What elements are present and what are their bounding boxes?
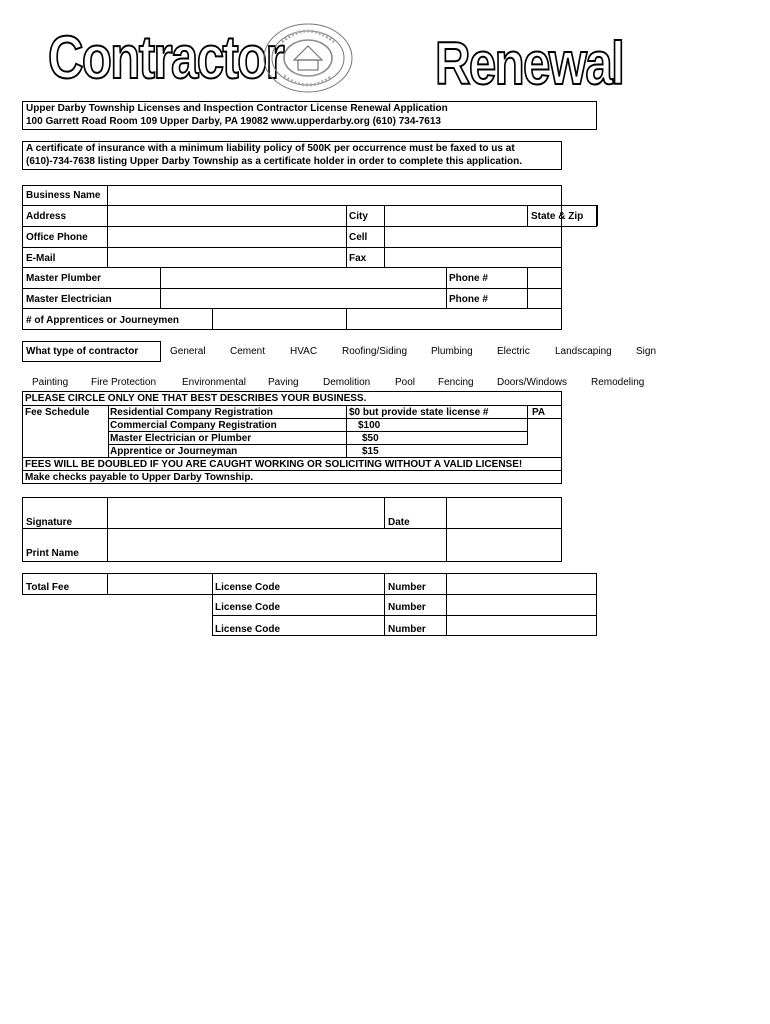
plumber-phone-input[interactable] — [529, 269, 560, 287]
fax-input[interactable] — [386, 249, 560, 266]
license-code-label-2: License Code — [215, 602, 281, 613]
type-demolition[interactable]: Demolition — [323, 377, 371, 388]
title-renewal: Renewal — [435, 30, 624, 97]
number-label-3: Number — [388, 624, 426, 635]
signature-label: Signature — [26, 517, 73, 528]
header-line2: 100 Garrett Road Room 109 Upper Darby, PA 19082 www.upperdarby.org (610) 734-7613 — [26, 116, 441, 127]
number-label-2: Number — [388, 602, 426, 613]
phone2-label: Phone # — [449, 294, 488, 305]
total-fee-input[interactable] — [109, 575, 211, 593]
type-cement[interactable]: Cement — [230, 346, 266, 357]
fee-item-commercial: Commercial Company Registration — [110, 420, 277, 431]
state-zip-label: State & Zip — [531, 211, 584, 222]
address-input[interactable] — [109, 207, 345, 225]
address-label: Address — [26, 211, 67, 222]
date-label: Date — [388, 517, 410, 528]
print-name-label: Print Name — [26, 548, 79, 559]
city-label: City — [349, 211, 368, 222]
type-plumbing[interactable]: Plumbing — [431, 346, 473, 357]
fee-price-apprentice: $15 — [362, 446, 379, 457]
type-painting[interactable]: Painting — [32, 377, 69, 388]
email-input[interactable] — [109, 249, 345, 266]
fee-warning: FEES WILL BE DOUBLED IF YOU ARE CAUGHT WORKING OR SOLICITING WITHOUT A VALID LICENSE! — [25, 459, 523, 470]
type-doors-windows[interactable]: Doors/Windows — [497, 377, 568, 388]
type-pool[interactable]: Pool — [395, 377, 416, 388]
type-fire-protection[interactable]: Fire Protection — [91, 377, 157, 388]
office-phone-label: Office Phone — [26, 232, 88, 243]
fax-label: Fax — [349, 253, 367, 264]
license-number-input-2[interactable] — [448, 596, 595, 614]
type-roofing-siding[interactable]: Roofing/Siding — [342, 346, 408, 357]
type-fencing[interactable]: Fencing — [438, 377, 474, 388]
date-input[interactable] — [448, 499, 560, 527]
cell-input[interactable] — [386, 228, 560, 246]
title-contractor: Contractor — [48, 24, 284, 91]
master-plumber-input[interactable] — [162, 269, 445, 287]
township-seal-icon — [262, 22, 354, 94]
email-label: E-Mail — [26, 253, 56, 264]
apprentices-label: # of Apprentices or Journeymen — [26, 315, 179, 326]
business-name-label: Business Name — [26, 190, 101, 201]
print-name-input[interactable] — [109, 530, 445, 561]
business-name-input[interactable] — [109, 187, 559, 204]
apprentices-input[interactable] — [214, 310, 345, 329]
fee-price-residential: $0 but provide state license # — [349, 407, 489, 418]
type-paving[interactable]: Paving — [268, 377, 299, 388]
circle-note: PLEASE CIRCLE ONLY ONE THAT BEST DESCRIBES YOUR BUSINESS. — [25, 393, 367, 404]
type-remodeling[interactable]: Remodeling — [591, 377, 645, 388]
notice-line2: (610)-734-7638 listing Upper Darby Township as a certificate holder in order to complete this application. — [26, 156, 523, 167]
fee-item-apprentice: Apprentice or Journeyman — [110, 446, 238, 457]
fee-pa-label: PA — [532, 407, 546, 418]
master-electrician-label: Master Electrician — [26, 294, 112, 305]
fee-item-master: Master Electrician or Plumber — [110, 433, 252, 444]
type-hvac[interactable]: HVAC — [290, 346, 318, 357]
license-number-input-3[interactable] — [448, 617, 595, 635]
fee-price-master: $50 — [362, 433, 379, 444]
type-landscaping[interactable]: Landscaping — [555, 346, 612, 357]
phone1-label: Phone # — [449, 273, 488, 284]
type-environmental[interactable]: Environmental — [182, 377, 246, 388]
license-code-label-1: License Code — [215, 582, 281, 593]
master-electrician-input[interactable] — [162, 290, 445, 307]
master-plumber-label: Master Plumber — [26, 273, 102, 284]
signature-input[interactable] — [109, 499, 383, 527]
contractor-type-label: What type of contractor — [26, 346, 139, 357]
license-number-input-1[interactable] — [448, 575, 595, 593]
fee-item-residential: Residential Company Registration — [110, 407, 273, 418]
city-input[interactable] — [386, 207, 526, 225]
fee-schedule-label: Fee Schedule — [25, 407, 90, 418]
type-general[interactable]: General — [170, 346, 206, 357]
checks-note: Make checks payable to Upper Darby Township. — [25, 472, 254, 483]
cell-label: Cell — [349, 232, 368, 243]
electrician-phone-input[interactable] — [529, 290, 560, 307]
total-fee-label: Total Fee — [26, 582, 70, 593]
license-code-label-3: License Code — [215, 624, 281, 635]
header-line1: Upper Darby Township Licenses and Inspection Contractor License Renewal Application — [26, 103, 448, 114]
fee-price-commercial: $100 — [358, 420, 381, 431]
number-label-1: Number — [388, 582, 426, 593]
type-electric[interactable]: Electric — [497, 346, 530, 357]
office-phone-input[interactable] — [109, 228, 345, 246]
type-sign[interactable]: Sign — [636, 346, 657, 357]
notice-line1: A certificate of insurance with a minimum liability policy of 500K per occurrence must be faxed to us at — [26, 143, 515, 154]
